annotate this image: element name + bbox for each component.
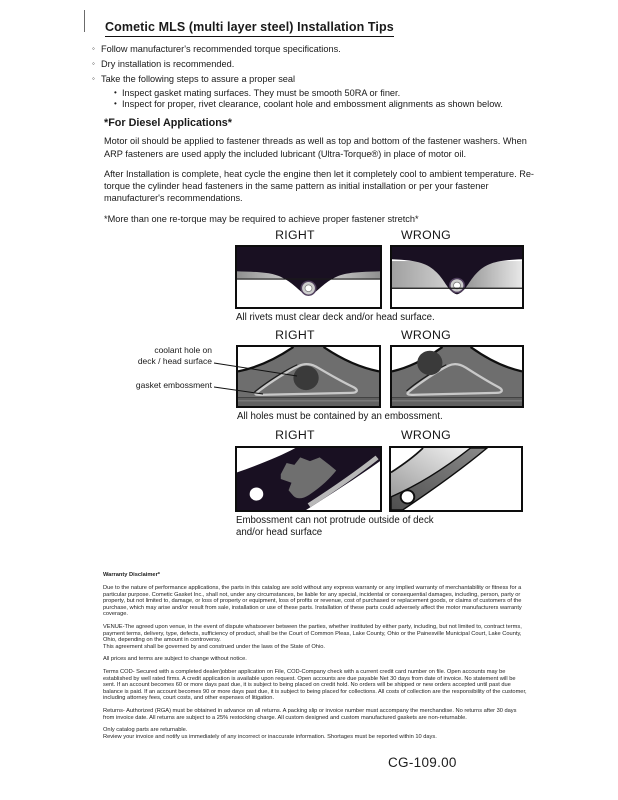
legal-paragraph: Returns- Authorized (RGA) must be obtained in advance on all returns. A packing slip or invoice number must accompany the merchandise. No returns after 30 days from invoice date. All returns are subject to a 25% restocking charge. All custom designed and custom manufactured gaskets are non-returnable. — [103, 708, 517, 721]
diagram-pair2-right — [236, 345, 381, 408]
installation-tips-list — [92, 43, 538, 109]
sub-list-item — [114, 99, 538, 110]
bullet-icon: • — [114, 88, 117, 97]
rivet-clearance-right-diagram — [237, 247, 380, 307]
diagram-label-right: RIGHT — [275, 428, 315, 442]
diagram-label-wrong: WRONG — [401, 228, 451, 242]
legal-section — [103, 572, 527, 740]
diagram-label-right: RIGHT — [275, 328, 315, 342]
rivet-clearance-wrong-diagram — [392, 247, 522, 307]
legal-paragraph: Due to the nature of performance applications, the parts in this catalog are sold without any express warranty or any implied warranty of merchantability or fitness for a particular purpose. Cometic Gasket Inc., shall not, under any circumstances, be liable for any special, incidental or consequential damages, including, person, party or property, but not limited to, damage, or loss of property or equipment, loss of profits or revenue, cost of purchased or replacement goods, or claims of customers of the purchase, which may arise and/or result from sale, installation or use of these parts. Installation of these parts could adversely affect the motor manufacturers warranty coverage. — [103, 585, 522, 618]
diagram-label-right: RIGHT — [275, 228, 315, 242]
page-title: Cometic MLS (multi layer steel) Installation Tips — [105, 20, 394, 37]
bullet-icon: ◦ — [92, 59, 95, 68]
diagram-pair1-wrong — [390, 245, 524, 309]
legal-paragraph: All prices and terms are subject to change without notice. — [103, 656, 247, 663]
embossment-containment-wrong-diagram — [392, 347, 522, 406]
diagram-caption: All rivets must clear deck and/or head surface. — [236, 312, 435, 323]
legal-heading: Warranty Disclaimer* — [103, 572, 161, 578]
diagram-label-wrong: WRONG — [401, 328, 451, 342]
embossment-protrusion-wrong-diagram — [391, 448, 521, 510]
crop-mark — [84, 10, 85, 32]
list-item-text: Inspect for proper, rivet clearance, coolant hole and embossment alignments as shown below. — [122, 98, 503, 109]
list-item-text: Follow manufacturer's recommended torque specifications. — [101, 44, 341, 54]
paragraph: After Installation is complete, heat cycle the engine then let it completely cool to ambient temperature. Re-torque the cylinder head fasteners in the same pattern as initial installation or per your fastener manufacturer's recommendations. — [104, 168, 534, 204]
list-item-text: Inspect gasket mating surfaces. They must be smooth 50RA or finer. — [122, 88, 401, 98]
list-item — [92, 73, 538, 85]
diesel-section — [104, 117, 544, 233]
diagram-caption: All holes must be contained by an embossment. — [237, 411, 443, 422]
bolt-hole — [250, 487, 264, 500]
diagram-caption: Embossment can not protrude outside of deck and/or head surface — [236, 515, 434, 538]
section-heading: *For Diesel Applications* — [104, 117, 232, 129]
embossment-containment-right-diagram — [238, 347, 379, 406]
embossment-protrusion-right-diagram — [237, 448, 380, 510]
legal-paragraph: Terms COD- Secured with a completed dealer/jobber application on File, COD-Company check with a current credit card number on file. Open accounts may be established by well rated firms. A credit application is available upon request. Open accounts are due payable Net 30 days from date of invoice. No statement will be sent. If an account becomes 60 or more days past due, it is subject to being placed on credit hold. No orders will be shipped or new orders accepted until past due balance is paid. If an account becomes 90 or more days past due, it is subject to being placed for collections. All costs of collection are the responsibility of the customer, including attorney fees, court costs, and other expenses of litigation. — [103, 669, 527, 702]
diagram-pair3-right — [235, 446, 382, 512]
legal-paragraph: This agreement shall be governed by and construed under the laws of the State of Ohio. — [103, 643, 325, 650]
diagram-pair1-right — [235, 245, 382, 309]
bolt-hole — [401, 490, 415, 503]
coolant-hole — [417, 351, 442, 375]
legal-paragraph: Only catalog parts are returnable. — [103, 727, 188, 734]
legal-paragraph: VENUE-The agreed upon venue, in the event of dispute whatsoever between the parties, whether instituted by either party, including, but not limited to, contract terms, payment terms, delivery, type, defects, sufficiency of product, shall be the Court of Common Pleas, Lake County, Ohio or the Painesville Municipal Court, Lake County, Ohio, depending on the amount in controversy. — [103, 624, 522, 644]
list-item — [92, 58, 538, 70]
list-item-text: Take the following steps to assure a proper seal — [101, 74, 296, 84]
bullet-icon: ◦ — [92, 44, 95, 53]
diagram-pair2-wrong — [390, 345, 524, 408]
diagram-callouts — [104, 345, 212, 391]
diagram-pair3-wrong — [389, 446, 523, 512]
list-item-text: Dry installation is recommended. — [101, 59, 235, 69]
bullet-icon: ◦ — [92, 74, 95, 83]
callout-label: gasket embossment — [135, 380, 212, 390]
paragraph: *More than one re-torque may be required to achieve proper fastener stretch* — [104, 213, 419, 224]
list-item — [92, 43, 538, 55]
diagram-label-wrong: WRONG — [401, 428, 451, 442]
coolant-hole — [293, 366, 318, 390]
sub-list-item — [114, 88, 538, 99]
legal-paragraph: Review your invoice and notify us immediately of any incorrect or inaccurate information. Shortages must be reported within 10 days. — [103, 733, 437, 740]
bullet-icon: • — [114, 98, 117, 108]
paragraph: Motor oil should be applied to fastener threads as well as top and bottom of the fastener washers. When ARP fasteners are used apply the included lubricant (Ultra-Torque®) in place of motor oil. — [104, 136, 527, 159]
page-code: CG-109.00 — [388, 755, 457, 770]
callout-label: deck / head surface — [137, 356, 212, 366]
callout-label: coolant hole on — [154, 345, 212, 355]
